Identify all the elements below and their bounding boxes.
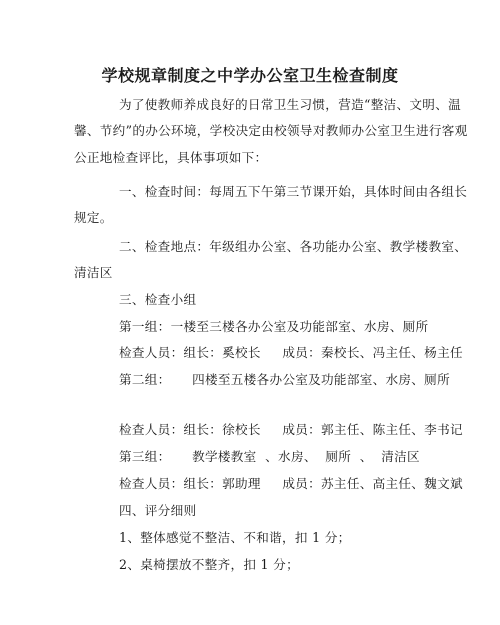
group-1-members: 检查人员：组长：奚校长 成员：秦校长、冯主任、杨主任 <box>119 345 463 360</box>
group-2-scope: 第二组： 四楼至五楼各办公室及功能部室、水房、厕所 <box>119 372 450 387</box>
section-2-line-1: 二、检查地点：年级组办公室、各功能办公室、教学楼教室、 <box>119 239 468 254</box>
intro-line-2: 馨、节约”的办公环境，学校决定由校领导对教师办公室卫生进行客观 <box>74 123 468 138</box>
section-2-line-2: 清洁区 <box>74 265 113 280</box>
document-title: 学校规章制度之中学办公室卫生检查制度 <box>101 66 399 85</box>
section-1-line-1: 一、检查时间：每周五下午第三节课开始，具体时间由各组长 <box>119 184 468 199</box>
intro-line-3: 公正地检查评比，具体事项如下： <box>74 150 268 165</box>
group-3-scope: 第三组： 教学楼教室 、水房、 厕所 、 清洁区 <box>119 449 420 464</box>
section-1-line-2: 规定。 <box>74 210 113 225</box>
group-3-members: 检查人员：组长：郭助理 成员：苏主任、高主任、魏文斌 <box>119 476 463 491</box>
section-3-heading: 三、检查小组 <box>119 292 197 307</box>
intro-line-1: 为了使教师养成良好的日常卫生习惯，营造“整洁、文明、温 <box>119 97 461 112</box>
rule-1: 1、整体感觉不整洁、不和谐，扣 1 分； <box>119 530 351 545</box>
group-2-members: 检查人员：组长：徐校长 成员：郭主任、陈主任、李书记 <box>119 422 463 437</box>
group-1-scope: 第一组：一楼至三楼各办公室及功能部室、水房、厕所 <box>119 319 429 334</box>
section-4-heading: 四、评分细则 <box>119 503 197 518</box>
rule-2: 2、桌椅摆放不整齐，扣 1 分； <box>119 557 299 572</box>
